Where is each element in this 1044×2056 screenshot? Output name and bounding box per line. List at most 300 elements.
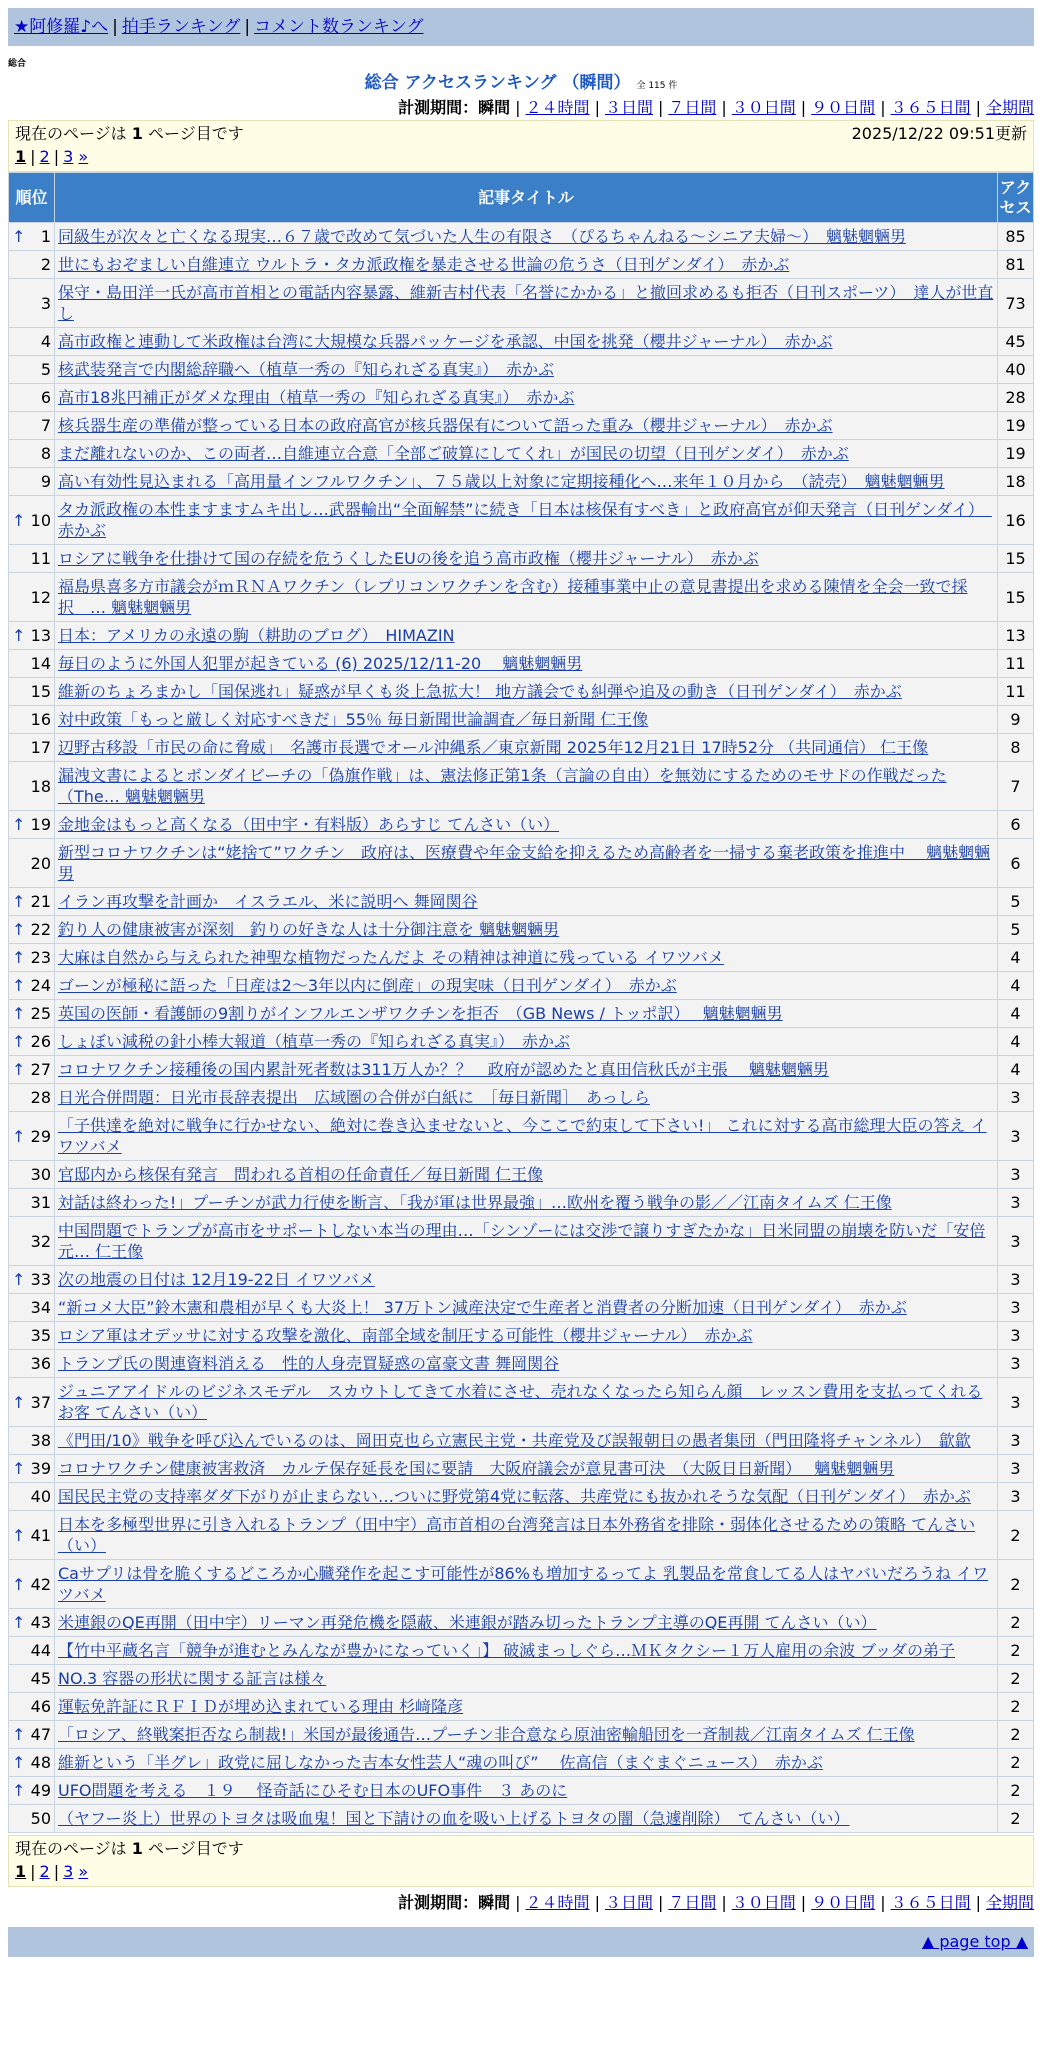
title-cell bbox=[55, 1455, 998, 1483]
table-row bbox=[9, 1749, 1034, 1777]
pager-next-link[interactable]: » bbox=[78, 147, 89, 166]
title-cell bbox=[55, 1777, 998, 1805]
pager-page-link[interactable]: 2 bbox=[39, 1862, 50, 1881]
table-row bbox=[9, 1266, 1034, 1294]
title-cell bbox=[55, 1609, 998, 1637]
rank-up-arrow-icon: ↑ bbox=[12, 227, 26, 246]
access-count: 3 bbox=[998, 1294, 1034, 1322]
article-title-link[interactable]: Caサプリは骨を脆くするどころか心臓発作を起こす可能性が86%も増加するってよ 乳製品を常食してる人はヤバいだろうね イワツバメ bbox=[58, 1564, 989, 1604]
article-title-link[interactable]: 対中政策「もっと厳しく対応すべきだ」55％ 毎日新聞世論調査／毎日新聞 仁王像 bbox=[58, 710, 649, 729]
rank-cell bbox=[9, 1427, 55, 1455]
rank-number: 35 bbox=[30, 1326, 51, 1345]
article-title-link[interactable]: 日光合併問題：日光市長辞表提出 広域圏の合併が白紙に ［毎日新聞］ あっしら bbox=[58, 1088, 650, 1107]
access-count: 19 bbox=[998, 440, 1034, 468]
access-count: 45 bbox=[998, 328, 1034, 356]
table-row bbox=[9, 734, 1034, 762]
period-option-link[interactable]: ３日間 bbox=[604, 98, 653, 117]
access-count: 2 bbox=[998, 1693, 1034, 1721]
table-row bbox=[9, 1161, 1034, 1189]
period-option-link[interactable]: 全期間 bbox=[985, 98, 1034, 117]
rank-up-arrow-icon: ↑ bbox=[12, 1459, 26, 1478]
rank-cell bbox=[9, 1665, 55, 1693]
rank-number: 22 bbox=[30, 920, 51, 939]
rank-cell bbox=[9, 944, 55, 972]
rank-number: 10 bbox=[30, 510, 51, 530]
table-header-row bbox=[9, 173, 1034, 223]
period-option-link[interactable]: ９０日間 bbox=[811, 98, 876, 117]
table-row bbox=[9, 1189, 1034, 1217]
rank-up-arrow-icon: ↑ bbox=[12, 1270, 26, 1289]
article-title-link[interactable]: 辺野古移設「市民の命に脅威」 名護市長選でオール沖縄系／東京新聞 2025年12月21日 17時52分 （共同通信） 仁王像 bbox=[58, 738, 929, 757]
table-row bbox=[9, 1112, 1034, 1161]
access-count: 5 bbox=[998, 888, 1034, 916]
rank-cell bbox=[9, 1637, 55, 1665]
article-title-link[interactable]: コロナワクチン接種後の国内累計死者数は311万人か？？ 政府が認めたと真田信秋氏が主張 魑魅魍魎男 bbox=[58, 1060, 829, 1079]
access-count: 3 bbox=[998, 1112, 1034, 1161]
period-option-link[interactable]: ２４時間 bbox=[525, 1893, 590, 1912]
nav-home-link[interactable]: ★阿修羅♪へ bbox=[14, 17, 109, 37]
title-cell bbox=[55, 1749, 998, 1777]
pager-sep: | bbox=[30, 1862, 36, 1881]
rank-number: 7 bbox=[40, 416, 51, 435]
title-cell bbox=[55, 1483, 998, 1511]
table-row bbox=[9, 1217, 1034, 1266]
period-label: 計測期間： bbox=[398, 98, 479, 117]
table-row bbox=[9, 839, 1034, 888]
rank-cell bbox=[9, 1322, 55, 1350]
nav-clap-ranking-link[interactable]: 拍手ランキング bbox=[121, 17, 241, 37]
rank-cell bbox=[9, 545, 55, 573]
rank-up-arrow-icon: ↑ bbox=[12, 1613, 26, 1632]
rank-up-arrow-icon: ↑ bbox=[12, 1004, 26, 1023]
article-title-link[interactable]: 大麻は自然から与えられた神聖な植物だったんだよ その精神は神道に残っている イワツバメ bbox=[58, 948, 724, 967]
rank-number: 21 bbox=[30, 892, 51, 911]
article-title-link[interactable]: 【竹中平蔵名言「競争が進むとみんなが豊かになっていく」】 破滅まっしぐら…ＭＫタクシー１万人雇用の余波 ブッダの弟子 bbox=[58, 1641, 956, 1660]
title-cell bbox=[55, 972, 998, 1000]
period-option-link[interactable]: ３０日間 bbox=[731, 1893, 796, 1912]
rank-number: 36 bbox=[30, 1354, 51, 1373]
article-title-link[interactable]: ジュニアアイドルのビジネスモデル スカウトしてきて水着にさせ、売れなくなったら知らん顔 レッスン費用を支払ってくれるお客 てんさい（い） bbox=[58, 1382, 983, 1422]
title-cell bbox=[55, 1427, 998, 1455]
rank-number: 12 bbox=[30, 587, 51, 607]
nav-sep: | bbox=[112, 17, 118, 37]
pager-page-link[interactable]: 3 bbox=[63, 147, 74, 166]
rank-number: 25 bbox=[30, 1004, 51, 1023]
rank-cell bbox=[9, 1084, 55, 1112]
header-rank: 順位 bbox=[9, 173, 55, 223]
article-title-link[interactable]: まだ離れないのか、この両者…自維連立合意「全部ご破算にしてくれ」が国民の切望（日刊ゲンダイ） 赤かぶ bbox=[58, 444, 849, 463]
access-count: 11 bbox=[998, 650, 1034, 678]
article-title-link[interactable]: 高い有効性見込まれる「高用量インフルワクチン」、７５歳以上対象に定期接種化へ…来年１０月から （読売） 魑魅魍魎男 bbox=[58, 472, 945, 491]
rank-cell bbox=[9, 1693, 55, 1721]
article-title-link[interactable]: 世にもおぞましい自維連立 ウルトラ・タカ派政権を暴走させる世論の危うさ（日刊ゲンダイ） 赤かぶ bbox=[58, 255, 790, 274]
rank-number: 41 bbox=[30, 1525, 51, 1545]
pager-current-page: 1 bbox=[15, 1862, 27, 1881]
period-option-link[interactable]: ７日間 bbox=[668, 98, 717, 117]
table-row bbox=[9, 468, 1034, 496]
article-title-link[interactable]: 日本を多極型世界に引き入れるトランプ（田中宇）高市首相の台湾発言は日本外務省を排除・弱体化させるための策略 てんさい（い） bbox=[58, 1515, 976, 1555]
rank-cell bbox=[9, 384, 55, 412]
article-title-link[interactable]: 維新のちょろまかし「国保逃れ」疑惑が早くも炎上急拡大！ 地方議会でも糾弾や追及の動き（日刊ゲンダイ） 赤かぶ bbox=[58, 682, 902, 701]
title-cell bbox=[55, 468, 998, 496]
rank-number: 3 bbox=[40, 293, 51, 313]
rank-number: 27 bbox=[30, 1060, 51, 1079]
title-cell bbox=[55, 223, 998, 251]
article-title-link[interactable]: 対話は終わった!」プーチンが武力行使を断言、「我が軍は世界最強」…欧州を覆う戦争の影／／江南タイムズ 仁王像 bbox=[58, 1193, 892, 1212]
rank-cell bbox=[9, 1000, 55, 1028]
rank-number: 18 bbox=[30, 776, 51, 796]
period-option-link[interactable]: ３日間 bbox=[604, 1893, 653, 1912]
rank-number: 30 bbox=[30, 1165, 51, 1184]
pager-bottom bbox=[15, 1860, 1027, 1884]
article-title-link[interactable]: 運転免許証にＲＦＩＤが埋め込まれている理由 杉﨑隆彦 bbox=[58, 1697, 464, 1716]
page-title-text: 総合 アクセスランキング （瞬間） bbox=[364, 73, 631, 93]
table-row bbox=[9, 706, 1034, 734]
rank-cell bbox=[9, 1266, 55, 1294]
rank-cell bbox=[9, 279, 55, 328]
title-cell bbox=[55, 1560, 998, 1609]
page-top-link[interactable]: ▲ page top ▲ bbox=[921, 1932, 1028, 1951]
table-row bbox=[9, 1427, 1034, 1455]
access-count: 4 bbox=[998, 1056, 1034, 1084]
title-cell bbox=[55, 916, 998, 944]
article-title-link[interactable]: 釣り人の健康被害が深刻 釣りの好きな人は十分御注意を 魑魅魍魎男 bbox=[58, 920, 560, 939]
table-row bbox=[9, 1455, 1034, 1483]
rank-number: 39 bbox=[30, 1459, 51, 1478]
pager-next-link[interactable]: » bbox=[78, 1862, 89, 1881]
rank-cell bbox=[9, 1721, 55, 1749]
table-row bbox=[9, 916, 1034, 944]
access-count: 15 bbox=[998, 545, 1034, 573]
access-count: 19 bbox=[998, 412, 1034, 440]
rank-number: 29 bbox=[30, 1126, 51, 1146]
article-title-link[interactable]: コロナワクチン健康被害救済 カルテ保存延長を国に要請 大阪府議会が意見書可決 （大阪日日新聞） 魑魅魍魎男 bbox=[58, 1459, 895, 1478]
title-cell bbox=[55, 1637, 998, 1665]
access-count: 13 bbox=[998, 622, 1034, 650]
article-title-link[interactable]: UFO問題を考える １９ 怪奇話にひそむ日本のUFO事件 ３ あのに bbox=[58, 1781, 568, 1800]
table-row bbox=[9, 1028, 1034, 1056]
access-count: 8 bbox=[998, 734, 1034, 762]
rank-number: 13 bbox=[30, 626, 51, 645]
table-row bbox=[9, 279, 1034, 328]
article-title-link[interactable]: 福島県喜多方市議会がｍＲＮＡワクチン（レプリコンワクチンを含む）接種事業中止の意見書提出を求める陳情を全会一致で採択 … 魑魅魍魎男 bbox=[58, 577, 968, 617]
period-sep: | bbox=[975, 1893, 981, 1912]
access-count: 3 bbox=[998, 1427, 1034, 1455]
rank-cell bbox=[9, 1749, 55, 1777]
article-title-link[interactable]: 漏洩文書によるとボンダイビーチの「偽旗作戦」は、憲法修正第1条（言論の自由）を無効にするためのモサドの作戦だった（The… 魑魅魍魎男 bbox=[58, 766, 947, 806]
title-cell bbox=[55, 1112, 998, 1161]
article-title-link[interactable]: イラン再攻撃を計画か イスラエル、米に説明へ 舞岡関谷 bbox=[58, 892, 478, 911]
rank-number: 19 bbox=[30, 815, 51, 834]
period-option-link[interactable]: ７日間 bbox=[668, 1893, 717, 1912]
period-sep: | bbox=[721, 1893, 727, 1912]
article-title-link[interactable]: タカ派政権の本性ますますムキ出し…武器輸出“全面解禁”に続き「日本は核保有すべき」と政府高官が仰天発言（日刊ゲンダイ） 赤かぶ bbox=[58, 500, 992, 540]
article-title-link[interactable]: しょぼい減税の針小棒大報道（植草一秀の『知られざる真実』） 赤かぶ bbox=[58, 1032, 571, 1051]
title-cell bbox=[55, 811, 998, 839]
article-title-link[interactable]: 《門田/10》戦争を呼び込んでいるのは、岡田克也ら立憲民主党・共産党及び誤報朝日の愚者集団（門田隆将チャンネル） 歙歙 bbox=[58, 1431, 971, 1450]
article-title-link[interactable]: 保守・島田洋一氏が高市首相との電話内容暴露、維新吉村代表「名誉にかかる」と撤回求めるも拒否（日刊スポーツ） 達人が世直し bbox=[58, 283, 994, 323]
access-count: 15 bbox=[998, 573, 1034, 622]
access-count: 3 bbox=[998, 1217, 1034, 1266]
table-row bbox=[9, 384, 1034, 412]
pager-sep: | bbox=[30, 147, 36, 166]
article-title-link[interactable]: 核兵器生産の準備が整っている日本の政府高官が核兵器保有について語った重み（櫻井ジャーナル） 赤かぶ bbox=[58, 416, 833, 435]
access-count: 85 bbox=[998, 223, 1034, 251]
rank-up-arrow-icon: ↑ bbox=[12, 892, 26, 911]
rank-cell bbox=[9, 1777, 55, 1805]
title-cell bbox=[55, 1028, 998, 1056]
article-title-link[interactable]: （ヤフー炎上）世界のトヨタは吸血鬼！国と下請けの血を吸い上げるトヨタの闇（急遽削除） てんさい（い） bbox=[58, 1809, 850, 1828]
article-title-link[interactable]: ロシアに戦争を仕掛けて国の存続を危うくしたEUの後を追う高市政権（櫻井ジャーナル） 赤かぶ bbox=[58, 549, 759, 568]
period-selector-top bbox=[8, 96, 1034, 120]
access-count: 5 bbox=[998, 916, 1034, 944]
rank-number: 26 bbox=[30, 1032, 51, 1051]
table-row bbox=[9, 811, 1034, 839]
article-title-link[interactable]: 日本：アメリカの永遠の駒（耕助のブログ） HIMAZIN bbox=[58, 626, 455, 645]
category-label: 総合 bbox=[8, 59, 27, 69]
rank-number: 6 bbox=[40, 388, 51, 407]
pager-current-page: 1 bbox=[15, 147, 27, 166]
title-cell bbox=[55, 1665, 998, 1693]
bottom-bar bbox=[8, 1927, 1034, 1957]
current-page-text: 現在のページは 1 ページ目です bbox=[15, 124, 244, 143]
rank-cell bbox=[9, 1455, 55, 1483]
access-count: 28 bbox=[998, 384, 1034, 412]
title-cell bbox=[55, 1805, 998, 1833]
access-count: 40 bbox=[998, 356, 1034, 384]
rank-cell bbox=[9, 839, 55, 888]
article-title-link[interactable]: 同級生が次々と亡くなる現実…６７歳で改めて気づいた人生の有限さ （ぴるちゃんねる～シニア夫婦～） 魑魅魍魎男 bbox=[58, 227, 907, 246]
access-count: 3 bbox=[998, 1350, 1034, 1378]
title-cell bbox=[55, 251, 998, 279]
period-option-link[interactable]: 全期間 bbox=[985, 1893, 1034, 1912]
access-count: 2 bbox=[998, 1721, 1034, 1749]
access-count: 18 bbox=[998, 468, 1034, 496]
rank-cell bbox=[9, 706, 55, 734]
article-title-link[interactable]: 新型コロナワクチンは“姥捨て”ワクチン 政府は、医療費や年金支給を抑えるため高齢者を一掃する棄老政策を推進中 魑魅魍魎男 bbox=[58, 843, 991, 883]
article-title-link[interactable]: 次の地震の日付は 12月19-22日 イワツバメ bbox=[58, 1270, 375, 1289]
access-count: 3 bbox=[998, 1455, 1034, 1483]
title-cell bbox=[55, 1000, 998, 1028]
title-cell bbox=[55, 328, 998, 356]
title-cell bbox=[55, 412, 998, 440]
rank-cell bbox=[9, 1350, 55, 1378]
rank-cell bbox=[9, 1609, 55, 1637]
rank-cell bbox=[9, 1378, 55, 1427]
rank-cell bbox=[9, 223, 55, 251]
article-title-link[interactable]: 「ロシア、終戦案拒否なら制裁!」米国が最後通告…プーチン非合意なら原油密輸船団を一斉制裁／江南タイムズ 仁王像 bbox=[58, 1725, 915, 1744]
title-cell bbox=[55, 1721, 998, 1749]
article-title-link[interactable]: ゴーンが極秘に語った「日産は2～3年以内に倒産」の現実味（日刊ゲンダイ） 赤かぶ bbox=[58, 976, 677, 995]
access-count: 2 bbox=[998, 1637, 1034, 1665]
rank-cell bbox=[9, 412, 55, 440]
title-cell bbox=[55, 356, 998, 384]
title-cell bbox=[55, 1322, 998, 1350]
rank-up-arrow-icon: ↑ bbox=[12, 1525, 26, 1545]
access-count: 4 bbox=[998, 944, 1034, 972]
period-option-link[interactable]: ２４時間 bbox=[525, 98, 590, 117]
title-cell bbox=[55, 1084, 998, 1112]
rank-number: 23 bbox=[30, 948, 51, 967]
rank-number: 34 bbox=[30, 1298, 51, 1317]
table-row bbox=[9, 251, 1034, 279]
rank-cell bbox=[9, 496, 55, 545]
pager-sep: | bbox=[53, 147, 60, 166]
article-title-link[interactable]: トランプ氏の関連資料消える 性的人身売買疑惑の富豪文書 舞岡関谷 bbox=[58, 1354, 560, 1373]
article-title-link[interactable]: 米連銀のQE再開（田中宇）リーマン再発危機を隠蔽、米連銀が踏み切ったトランプ主導のQE再開 てんさい（い） bbox=[58, 1613, 877, 1632]
period-sep: | bbox=[657, 98, 664, 117]
rank-cell bbox=[9, 972, 55, 1000]
rank-number: 42 bbox=[30, 1574, 51, 1594]
access-count: 3 bbox=[998, 1161, 1034, 1189]
rank-up-arrow-icon: ↑ bbox=[12, 1392, 26, 1412]
article-title-link[interactable]: 英国の医師・看護師の9割りがインフルエンザワクチンを拒否 （GB News / トッポ訳） 魑魅魍魎男 bbox=[58, 1004, 783, 1023]
article-title-link[interactable]: NO.3 容器の形状に関する証言は様々 bbox=[58, 1669, 327, 1688]
rank-cell bbox=[9, 573, 55, 622]
article-title-link[interactable]: “新コメ大臣”鈴木憲和農相が早くも大炎上！ 37万トン減産決定で生産者と消費者の分断加速（日刊ゲンダイ） 赤かぶ bbox=[58, 1298, 907, 1317]
access-count: 6 bbox=[998, 811, 1034, 839]
title-cell bbox=[55, 545, 998, 573]
period-sep: | bbox=[594, 1893, 600, 1912]
access-count: 3 bbox=[998, 1378, 1034, 1427]
title-cell bbox=[55, 622, 998, 650]
rank-number: 28 bbox=[30, 1088, 51, 1107]
period-sep: | bbox=[880, 1893, 886, 1912]
table-row bbox=[9, 1000, 1034, 1028]
rank-number: 47 bbox=[30, 1725, 51, 1744]
title-cell bbox=[55, 279, 998, 328]
title-cell bbox=[55, 1217, 998, 1266]
table-row bbox=[9, 888, 1034, 916]
title-cell bbox=[55, 944, 998, 972]
rank-number: 8 bbox=[40, 444, 51, 463]
rank-number: 48 bbox=[30, 1753, 51, 1772]
title-cell bbox=[55, 496, 998, 545]
rank-cell bbox=[9, 1161, 55, 1189]
access-count: 2 bbox=[998, 1777, 1034, 1805]
rank-number: 32 bbox=[30, 1231, 51, 1251]
rank-up-arrow-icon: ↑ bbox=[12, 920, 26, 939]
rank-number: 9 bbox=[40, 472, 51, 491]
table-row bbox=[9, 678, 1034, 706]
table-row bbox=[9, 356, 1034, 384]
nav-sep: | bbox=[244, 17, 251, 37]
period-current: 瞬間 bbox=[478, 1893, 511, 1912]
table-row bbox=[9, 1483, 1034, 1511]
rank-cell bbox=[9, 888, 55, 916]
rank-number: 1 bbox=[40, 227, 51, 246]
ranking-table bbox=[8, 172, 1034, 1833]
article-title-link[interactable]: 「子供達を絶対に戦争に行かせない、絶対に巻き込ませないと、今ここで約束して下さい!」 これに対する高市総理大臣の答え イワツバメ bbox=[58, 1116, 987, 1156]
table-row bbox=[9, 1322, 1034, 1350]
title-cell bbox=[55, 706, 998, 734]
pager-sep: | bbox=[53, 1862, 60, 1881]
access-count: 2 bbox=[998, 1749, 1034, 1777]
article-title-link[interactable]: 金地金はもっと高くなる（田中宇・有料版）あらすじ てんさい（い） bbox=[58, 815, 560, 834]
rank-number: 17 bbox=[30, 738, 51, 757]
title-cell bbox=[55, 573, 998, 622]
rank-cell bbox=[9, 622, 55, 650]
rank-cell bbox=[9, 1511, 55, 1560]
article-title-link[interactable]: 核武装発言で内閣総辞職へ（植草一秀の『知られざる真実』） 赤かぶ bbox=[58, 360, 555, 379]
article-title-link[interactable]: ロシア軍はオデッサに対する攻撃を激化、南部全域を制圧する可能性（櫻井ジャーナル） 赤かぶ bbox=[58, 1326, 753, 1345]
rank-up-arrow-icon: ↑ bbox=[12, 1574, 26, 1594]
rank-cell bbox=[9, 468, 55, 496]
rank-number: 5 bbox=[40, 360, 51, 379]
table-row bbox=[9, 440, 1034, 468]
access-count: 6 bbox=[998, 839, 1034, 888]
rank-up-arrow-icon: ↑ bbox=[12, 1060, 26, 1079]
rank-cell bbox=[9, 650, 55, 678]
rank-number: 31 bbox=[30, 1193, 51, 1212]
access-count: 2 bbox=[998, 1665, 1034, 1693]
period-sep: | bbox=[800, 1893, 807, 1912]
pager-page-link[interactable]: 2 bbox=[39, 147, 50, 166]
updated-timestamp: 2025/12/22 09:51更新 bbox=[851, 124, 1027, 143]
rank-up-arrow-icon: ↑ bbox=[12, 510, 26, 530]
access-count: 3 bbox=[998, 1084, 1034, 1112]
article-title-link[interactable]: 国民民主党の支持率ダダ下がりが止まらない…ついに野党第4党に転落、共産党にも抜かれそうな気配（日刊ゲンダイ） 赤かぶ bbox=[58, 1487, 971, 1506]
access-count: 3 bbox=[998, 1483, 1034, 1511]
table-row bbox=[9, 1693, 1034, 1721]
top-nav-bar bbox=[8, 8, 1034, 46]
rank-number: 33 bbox=[30, 1270, 51, 1289]
table-row bbox=[9, 1637, 1034, 1665]
nav-comment-ranking-link[interactable]: コメント数ランキング bbox=[254, 17, 424, 37]
article-title-link[interactable]: 高市18兆円補正がダメな理由（植草一秀の『知られざる真実』） 赤かぶ bbox=[58, 388, 575, 407]
rank-number: 45 bbox=[30, 1669, 51, 1688]
access-count: 4 bbox=[998, 972, 1034, 1000]
article-title-link[interactable]: 官邸内から核保有発言 問われる首相の任命責任／毎日新聞 仁王像 bbox=[58, 1165, 544, 1184]
period-option-link[interactable]: ３６５日間 bbox=[890, 98, 971, 117]
period-selector-bottom bbox=[8, 1891, 1034, 1915]
article-title-link[interactable]: 中国問題でトランプが高市をサポートしない本当の理由…「シンゾーには交渉で譲りすぎたかな」日米同盟の崩壊を防いだ「安倍元… 仁王像 bbox=[58, 1221, 986, 1261]
rank-up-arrow-icon: ↑ bbox=[12, 1032, 26, 1051]
table-row bbox=[9, 1560, 1034, 1609]
table-row bbox=[9, 1056, 1034, 1084]
header-access: アクセス bbox=[998, 173, 1034, 223]
pager-page-link[interactable]: 3 bbox=[63, 1862, 74, 1881]
table-row bbox=[9, 1777, 1034, 1805]
period-option-link[interactable]: ９０日間 bbox=[811, 1893, 876, 1912]
article-title-link[interactable]: 高市政権と連動して米政権は台湾に大規模な兵器パッケージを承認、中国を挑発（櫻井ジャーナル） 赤かぶ bbox=[58, 332, 833, 351]
article-title-link[interactable]: 毎日のように外国人犯罪が起きている (6) 2025/12/11-20 魑魅魍魎男 bbox=[58, 654, 583, 673]
table-row bbox=[9, 972, 1034, 1000]
access-count: 2 bbox=[998, 1560, 1034, 1609]
period-option-link[interactable]: ３６５日間 bbox=[890, 1893, 971, 1912]
total-count: 全 115 件 bbox=[636, 81, 678, 91]
article-title-link[interactable]: 維新という「半グレ」政党に屈しなかった吉本女性芸人“魂の叫び” 佐高信（まぐまぐニュース） 赤かぶ bbox=[58, 1753, 823, 1772]
access-count: 81 bbox=[998, 251, 1034, 279]
rank-cell bbox=[9, 1294, 55, 1322]
title-cell bbox=[55, 1294, 998, 1322]
current-page-text: 現在のページは 1 ページ目です bbox=[15, 1839, 244, 1858]
table-row bbox=[9, 1609, 1034, 1637]
rank-number: 4 bbox=[40, 332, 51, 351]
title-cell bbox=[55, 1693, 998, 1721]
period-sep: | bbox=[594, 98, 600, 117]
rank-cell bbox=[9, 762, 55, 811]
period-sep: | bbox=[657, 1893, 664, 1912]
period-option-link[interactable]: ３０日間 bbox=[731, 98, 796, 117]
rank-cell bbox=[9, 328, 55, 356]
access-count: 16 bbox=[998, 496, 1034, 545]
table-row bbox=[9, 944, 1034, 972]
access-count: 4 bbox=[998, 1028, 1034, 1056]
access-count: 9 bbox=[998, 706, 1034, 734]
rank-up-arrow-icon: ↑ bbox=[12, 948, 26, 967]
header-title: 記事タイトル bbox=[55, 173, 998, 223]
